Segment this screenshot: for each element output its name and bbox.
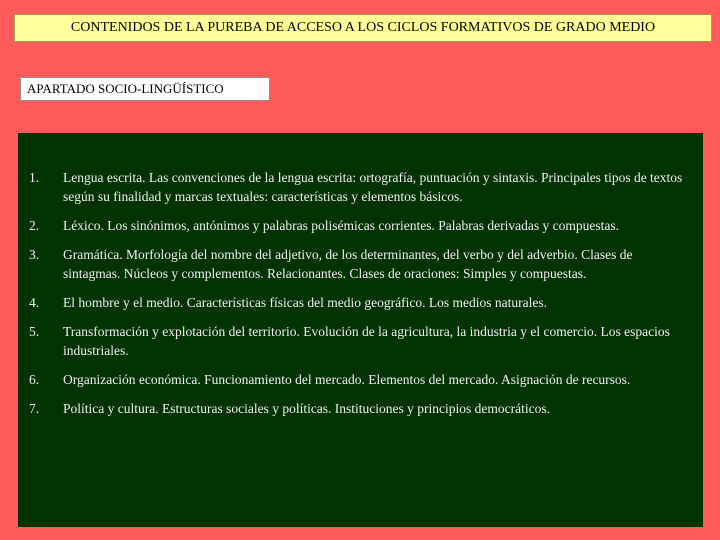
list-item-number: 4. <box>29 295 40 310</box>
list-item-number: 3. <box>29 247 40 262</box>
list-item-text: Gramática. Morfología del nombre del adjetivo, de los determinantes, del verbo y del adverbio. Clases de sintagmas. Núcleos y complementos. Relacionantes. Clases de oraciones: Simples y compuestas. <box>63 247 633 281</box>
list-item <box>29 322 691 360</box>
section-label-box <box>20 77 270 101</box>
list-item-text: Lengua escrita. Las convenciones de la lengua escrita: ortografía, puntuación y sintaxis. Principales tipos de textos según su finalidad y marcas textuales: características y elementos básicos. <box>63 170 683 204</box>
list-item <box>29 168 691 206</box>
list-item-text: Política y cultura. Estructuras sociales y políticas. Instituciones y principios democráticos. <box>63 401 551 416</box>
list-item-number: 2. <box>29 218 40 233</box>
list-item <box>29 293 691 312</box>
page-title-text: CONTENIDOS DE LA PUREBA DE ACCESO A LOS CICLOS FORMATIVOS DE GRADO MEDIO <box>70 20 656 35</box>
section-label: APARTADO SOCIO-LINGÜÍSTICO <box>27 81 224 96</box>
list-item-text: Transformación y explotación del territorio. Evolución de la agricultura, la industria y el comercio. Los espacios industriales. <box>63 324 670 358</box>
list-item <box>29 370 691 389</box>
content-list-panel <box>18 133 703 527</box>
page-title <box>14 14 712 42</box>
list-item-text: Léxico. Los sinónimos, antónimos y palabras polisémicas corrientes. Palabras derivadas y compuestas. <box>63 218 619 233</box>
list-item-text: El hombre y el medio. Características físicas del medio geográfico. Los medios naturales. <box>63 295 547 310</box>
list-item <box>29 399 691 418</box>
list-item-number: 7. <box>29 401 40 416</box>
list-item-number: 1. <box>29 170 40 185</box>
list-item <box>29 216 691 235</box>
list-item-number: 6. <box>29 372 40 387</box>
list-item-text: Organización económica. Funcionamiento del mercado. Elementos del mercado. Asignación de recursos. <box>63 372 631 387</box>
list-item-number: 5. <box>29 324 40 339</box>
list-item <box>29 245 691 283</box>
